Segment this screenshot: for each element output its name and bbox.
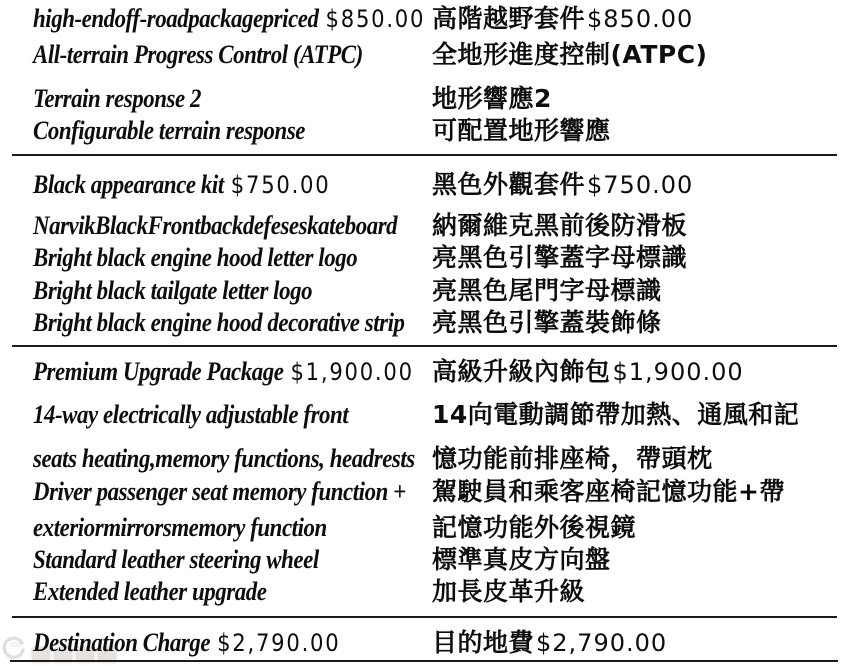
english-text: seats heating,memory functions, headrests [33,444,415,473]
english-text: 14-way electrically adjustable front [33,400,349,429]
table-row [0,209,842,243]
table-row [0,626,842,660]
price: $1,900.00 [612,358,744,386]
english-text: exteriormirrorsmemory function [33,513,327,542]
chinese-text: 14向電動調節帶加熱、通風和記 [432,400,800,429]
english-text [33,355,414,389]
table-row [0,398,842,432]
price: $850.00 [325,5,426,33]
chinese-text: 亮黑色尾門字母標識 [432,276,662,305]
item-label: 高階越野套件 [432,4,586,33]
item-label: 黑色外觀套件 [432,170,586,199]
section-divider [12,154,837,156]
english-text [33,626,340,660]
item-label: 目的地費 [432,628,535,657]
chinese-text: 地形響應2 [432,84,552,113]
price: $750.00 [230,171,331,199]
item-label: high-endoff-roadpackagepriced [33,4,319,33]
item-label: Destination Charge [33,628,211,657]
english-text: Extended leather upgrade [33,577,267,606]
chinese-text [432,168,693,202]
svg-text:100: 100 [9,642,21,649]
section-divider [12,345,837,347]
english-text: Bright black tailgate letter logo [33,276,313,305]
table-row [0,2,842,36]
english-text [33,168,330,202]
english-text: Bright black engine hood decorative strip [33,308,405,337]
english-text: Standard leather steering wheel [33,545,319,574]
english-text: Terrain response 2 [33,84,201,113]
chinese-text [432,2,693,36]
chinese-text: 亮黑色引擎蓋字母標識 [432,243,688,272]
table-row [0,274,842,308]
table-row [0,168,842,202]
table-row [0,442,842,476]
chinese-text: 亮黑色引擎蓋裝飾條 [432,308,662,337]
chinese-text: 標準真皮方向盤 [432,545,611,574]
price: $2,790.00 [536,629,668,657]
english-text: All-terrain Progress Control (ATPC) [33,40,363,69]
chinese-text: 加長皮革升級 [432,577,586,606]
english-text: NarvikBlackFrontbackdefeseskateboard [33,211,398,240]
item-label: 高級升級內飾包 [432,357,611,386]
chinese-text: 可配置地形響應 [432,116,611,145]
price: $850.00 [587,5,694,33]
bottom-rule [10,660,838,662]
price: $2,790.00 [217,629,341,657]
table-row [0,543,842,577]
english-text [33,2,425,36]
chinese-text [432,626,667,660]
price: $750.00 [587,171,694,199]
item-label: Premium Upgrade Package [33,357,284,386]
table-row [0,241,842,275]
section-divider [12,616,837,618]
chinese-text: 全地形進度控制(ATPC) [432,40,708,69]
table-row [0,82,842,116]
price: $1,900.00 [290,358,414,386]
table-row [0,511,842,545]
table-row [0,114,842,148]
item-label: Black appearance kit [33,170,224,199]
chinese-text: 駕駛員和乘客座椅記憶功能+帶 [432,477,785,506]
english-text: Configurable terrain response [33,116,306,145]
table-row [0,355,842,389]
table-row [0,38,842,72]
table-row [0,306,842,340]
chinese-text [432,355,744,389]
english-text: Driver passenger seat memory function + [33,477,406,506]
table-row [0,475,842,509]
chinese-text: 納爾維克黑前後防滑板 [432,211,688,240]
table-row [0,575,842,609]
chinese-text: 記憶功能外後視鏡 [432,513,637,542]
english-text: Bright black engine hood letter logo [33,243,358,272]
chinese-text: 憶功能前排座椅，帶頭枕 [432,444,713,473]
